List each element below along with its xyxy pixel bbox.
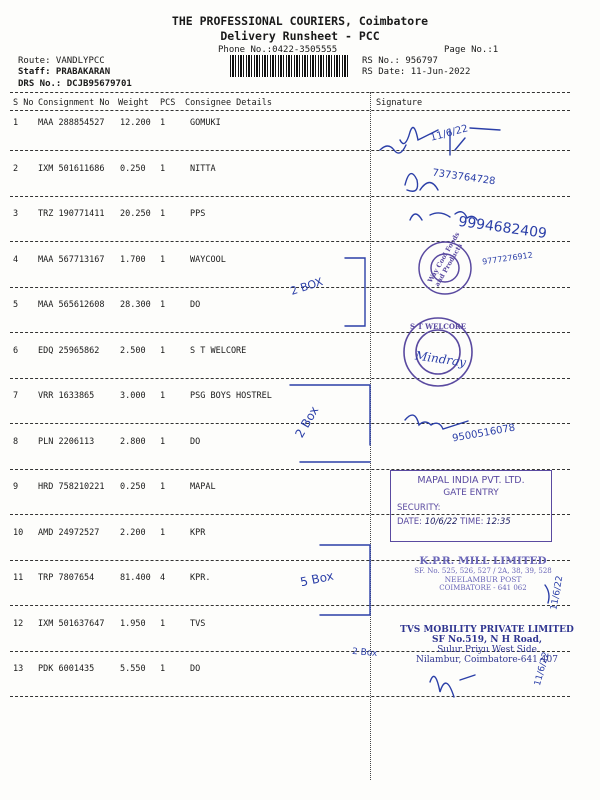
mapal-stamp xyxy=(390,470,552,542)
col-pcs: PCS xyxy=(160,98,176,108)
hand-date-2: 11/6/22 xyxy=(549,575,566,611)
row-consignment: TRP 7807654 xyxy=(38,573,95,583)
col-consignee: Consignee Details xyxy=(185,98,272,108)
row-pcs: 1 xyxy=(160,391,166,401)
row-weight: 20.250 xyxy=(120,209,151,219)
hand-mindray: Mindray xyxy=(414,348,467,370)
page-number: Page No.:1 xyxy=(444,45,499,55)
kpr-address-2: NEELAMBUR POST xyxy=(444,575,522,584)
tvs-address-3: Nilambur, Coimbatore-641 407 xyxy=(416,655,558,665)
row-sno: 11 xyxy=(13,573,24,583)
tvs-address-1: SF No.519, N H Road, xyxy=(431,635,543,645)
row-weight: 5.550 xyxy=(120,664,146,674)
hand-2box: 2 BOX xyxy=(288,275,325,298)
hand-phone-1: 7373764728 xyxy=(431,167,497,188)
row-pcs: 1 xyxy=(160,527,166,538)
hand-date-3: 11/6/22 xyxy=(533,650,552,688)
welcore-stamp-text: S T WELCORE xyxy=(410,322,467,331)
row-pcs: 4 xyxy=(160,573,166,583)
row-pcs: 1 xyxy=(160,163,166,174)
row-weight: 28.300 xyxy=(120,300,151,310)
row-consignee: S T WELCORE xyxy=(190,345,247,356)
row-sno: 12 xyxy=(13,618,24,629)
row-sno: 1 xyxy=(13,118,19,128)
mapal-security: SECURITY: xyxy=(397,503,441,513)
phone-number: Phone No.:0422-3505555 xyxy=(218,45,338,55)
mapal-company: MAPAL INDIA PVT. LTD. xyxy=(417,475,525,486)
row-pcs: 1 xyxy=(160,345,166,356)
mapal-time-value: 12:35 xyxy=(486,517,511,527)
drs-number: DRS No.: DCJB95679701 xyxy=(18,79,132,89)
kpr-company: K.P.R. MILL LIMITED xyxy=(419,555,547,567)
row-pcs: 1 xyxy=(160,209,166,219)
row-weight: 0.250 xyxy=(120,163,146,174)
row-pcs: 1 xyxy=(160,254,166,265)
col-signature: Signature xyxy=(376,98,423,108)
row-weight: 0.250 xyxy=(120,482,146,492)
bracket-rows4-5 xyxy=(345,258,365,326)
row-consignment: MAA 565612608 xyxy=(38,300,105,310)
row-consignee: NITTA xyxy=(190,163,216,174)
rs-date: RS Date: 11-Jun-2022 xyxy=(362,67,471,77)
row-consignee: WAYCOOL xyxy=(190,254,226,265)
row-sno: 9 xyxy=(13,482,19,492)
runsheet-title: Delivery Runsheet - PCC xyxy=(220,29,380,43)
row-consignment: VRR 1633865 xyxy=(38,391,95,401)
mapal-gate-entry: GATE ENTRY xyxy=(443,488,499,498)
row-sno: 7 xyxy=(13,391,19,401)
hand-phone-2: 9994682409 xyxy=(457,213,548,243)
col-weight: Weight xyxy=(118,98,149,108)
row-consignment: MAA 288854527 xyxy=(38,118,105,128)
row-sno: 3 xyxy=(13,209,19,219)
row-consignee: DO xyxy=(190,436,201,447)
col-consignment: Consignment No xyxy=(38,98,110,108)
row-consignee: GOMUKI xyxy=(190,118,221,128)
row-consignment: HRD 758210221 xyxy=(38,482,105,492)
row-sno: 4 xyxy=(13,254,19,265)
kpr-address-3: COIMBATORE - 641 062 xyxy=(439,584,527,592)
row-consignment: PLN 2206113 xyxy=(38,436,95,447)
hand-2box-c: 2 Box xyxy=(351,646,378,660)
row-weight: 3.000 xyxy=(120,391,146,401)
signature-row12 xyxy=(430,675,475,697)
row-consignment: AMD 24972527 xyxy=(38,527,100,538)
waycool-stamp-text: Way Cool Foods and Products xyxy=(426,230,465,288)
row-consignment: EDQ 25965862 xyxy=(38,345,100,356)
row-pcs: 1 xyxy=(160,300,166,310)
row-consignee: MAPAL xyxy=(190,482,216,492)
company-title: THE PROFESSIONAL COURIERS, Coimbatore xyxy=(171,14,429,28)
tvs-stamp xyxy=(398,625,576,665)
mapal-date-value: 10/6/22 xyxy=(424,517,458,527)
hand-phone-4: 9500516078 xyxy=(451,422,517,445)
row-pcs: 1 xyxy=(160,118,166,128)
rs-number: RS No.: 956797 xyxy=(362,56,438,66)
row-consignee: DO xyxy=(190,664,201,674)
row-weight: 12.200 xyxy=(120,118,151,128)
hand-phone-3: 9777276912 xyxy=(481,250,534,267)
row-weight: 2.200 xyxy=(120,527,146,538)
row-pcs: 1 xyxy=(160,482,166,492)
row-consignee: TVS xyxy=(190,618,206,629)
staff: Staff: PRABAKARAN xyxy=(18,67,111,77)
row-consignment: PDK 6001435 xyxy=(38,664,95,674)
hand-2box-b: 2 Box xyxy=(292,403,322,441)
row-consignment: IXM 501611686 xyxy=(38,163,105,174)
kpr-stamp xyxy=(398,555,568,592)
row-sno: 8 xyxy=(13,436,19,447)
row-consignee: KPR xyxy=(190,527,206,538)
mapal-date-label: DATE: xyxy=(397,517,422,527)
row-consignment: IXM 501637647 xyxy=(38,618,105,629)
row-weight: 1.950 xyxy=(120,618,146,629)
row-consignee: PSG BOYS HOSTREL xyxy=(190,391,272,401)
row-sno: 10 xyxy=(13,527,24,538)
signature-row8 xyxy=(405,415,468,429)
mapal-time-label: TIME: xyxy=(460,517,484,527)
route: Route: VANDLYPCC xyxy=(18,56,105,66)
row-weight: 2.500 xyxy=(120,345,146,356)
row-pcs: 1 xyxy=(160,618,166,629)
row-consignment: TRZ 190771411 xyxy=(38,209,105,219)
row-weight: 81.400 xyxy=(120,573,151,583)
row-sno: 2 xyxy=(13,163,19,174)
tvs-address-2: Sulur Priyu West Side xyxy=(437,645,537,655)
row-weight: 1.700 xyxy=(120,254,146,265)
row-consignment: MAA 567713167 xyxy=(38,254,105,265)
col-sno: S No xyxy=(13,98,34,108)
row-consignee: DO xyxy=(190,300,201,310)
row-sno: 6 xyxy=(13,345,19,356)
row-sno: 5 xyxy=(13,300,19,310)
row-weight: 2.800 xyxy=(120,436,146,447)
row-consignee: PPS xyxy=(190,209,206,219)
row-sno: 13 xyxy=(13,664,24,674)
row-consignee: KPR. xyxy=(190,573,211,583)
hand-5box: 5 Box xyxy=(298,568,335,590)
kpr-address-1: SF. No. 525, 526, 527 / 2A, 38, 39, 528 xyxy=(414,567,552,575)
hand-date-1: 11/6/22 xyxy=(429,123,470,144)
tvs-company: TVS MOBILITY PRIVATE LIMITED xyxy=(400,625,574,635)
row-pcs: 1 xyxy=(160,664,166,674)
row-pcs: 1 xyxy=(160,436,166,447)
